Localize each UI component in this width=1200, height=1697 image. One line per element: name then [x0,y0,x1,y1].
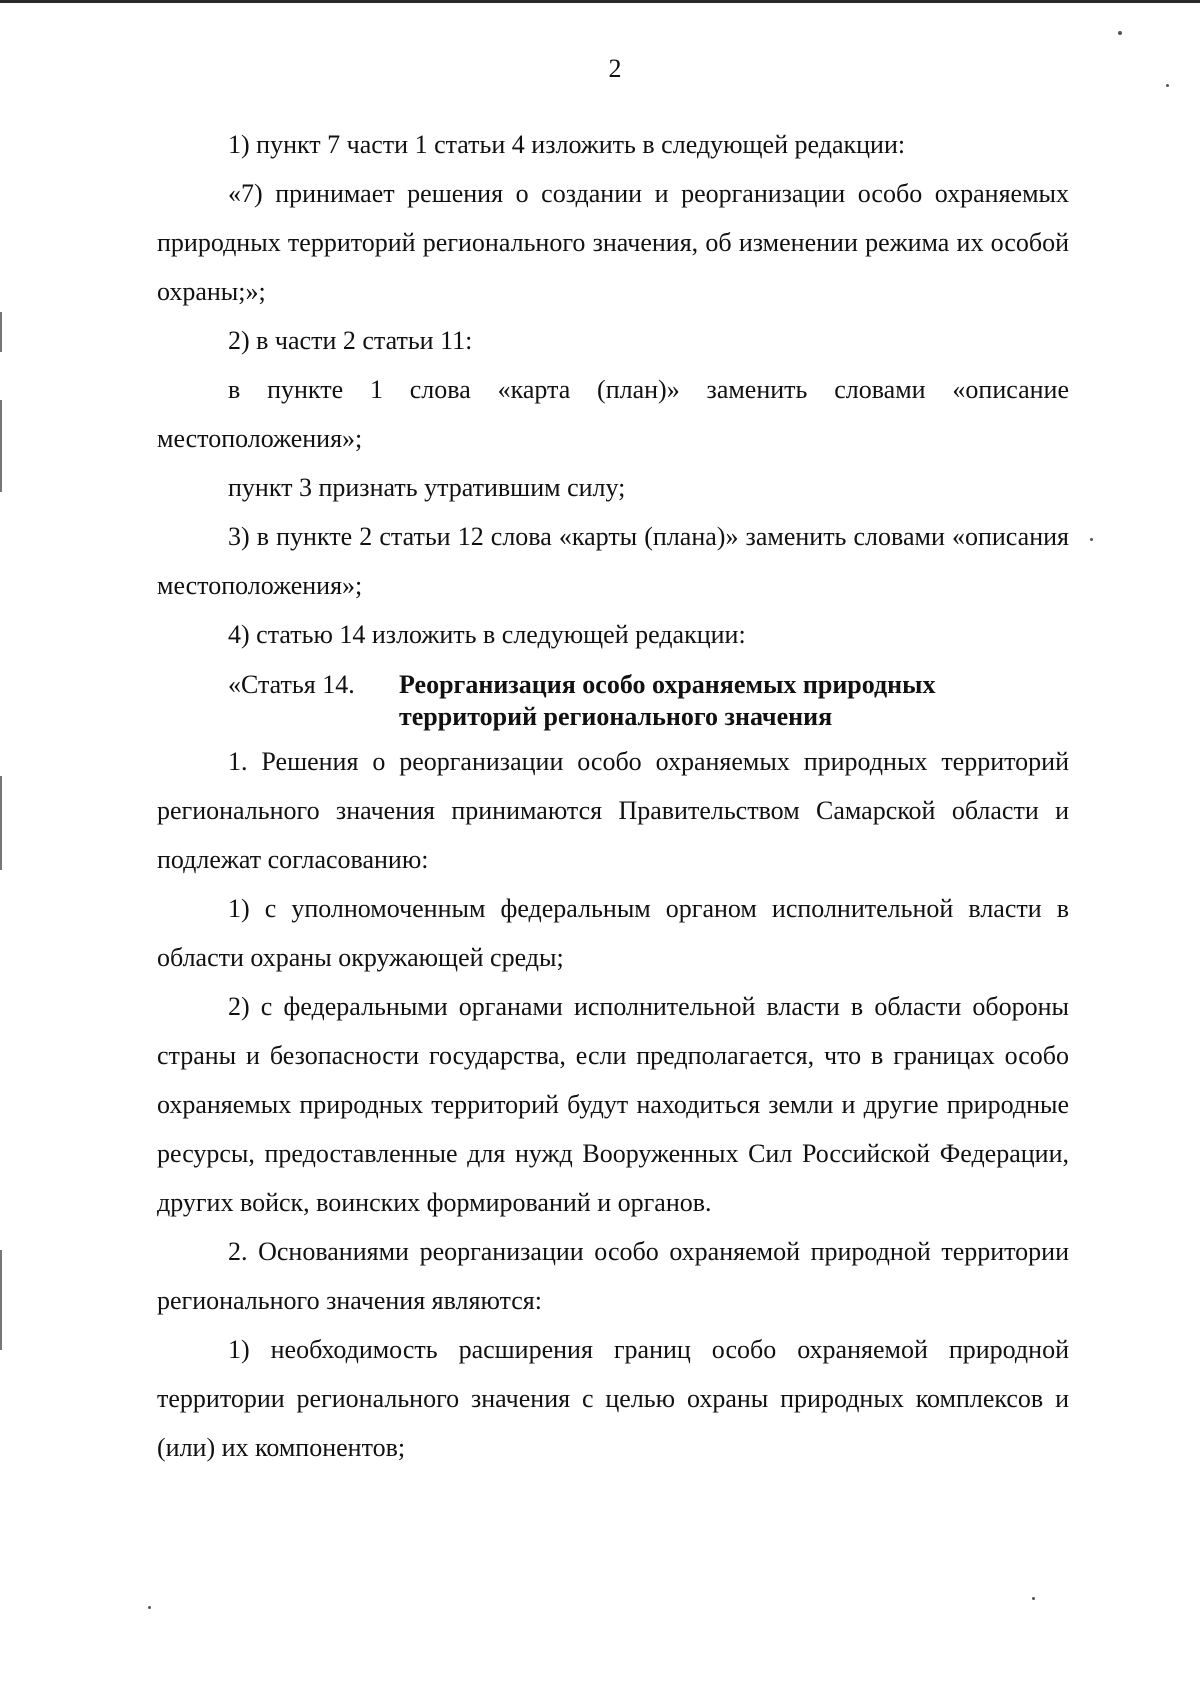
scan-speck [1118,31,1122,35]
paragraph: «7) принимает решения о создании и реорганизации особо охраняемых природных территорий регионального значения, об изменении режима их особой охраны;»; [157,179,1069,306]
paragraph: пункт 3 признать утратившим силу; [228,473,626,502]
paragraph: 2) с федеральными органами исполнительной власти в области обороны страны и безопасности государства, если предполагается, что в границах особо охраняемых природных территорий будут находиться земли и другие природные ресурсы, предоставленные для нужд Вооруженных Сил Российской Федерации, других войск, воинских формирований и органов. [157,992,1069,1217]
article-title-line: Реорганизация особо охраняемых природных [399,670,936,699]
paragraph: 4) статью 14 изложить в следующей редакции: [228,620,746,649]
paragraph: в пункте 1 слова «карта (план)» заменить словами «описание местоположения»; [157,375,1069,453]
paragraph: 1) необходимость расширения границ особо охраняемой природной территории регионального значения с целью охраны природных комплексов и (или) их компонентов; [157,1335,1069,1462]
paragraph: 1. Решения о реорганизации особо охраняемых природных территорий регионального значения принимаются Правительством Самарской области и подлежат согласованию: [157,747,1069,874]
paragraph: 2) в части 2 статьи 11: [228,326,473,355]
scan-speck [1166,84,1169,87]
scan-speck [148,1606,151,1609]
scan-left-mark [0,1250,2,1350]
page-number: 2 [608,54,622,83]
scan-speck [1032,1597,1035,1600]
paragraph: 1) с уполномоченным федеральным органом исполнительной власти в области охраны окружающей среды; [157,894,1069,972]
scan-top-edge [0,0,1200,3]
scan-left-mark [0,312,2,352]
document-body [157,120,1069,1472]
paragraph: 2. Основаниями реорганизации особо охраняемой природной территории регионального значения являются: [157,1237,1069,1315]
scan-left-mark [0,776,2,870]
scan-speck [1090,538,1093,541]
paragraph: 1) пункт 7 части 1 статьи 4 изложить в следующей редакции: [228,130,906,159]
article-title-line: территорий регионального значения [399,702,833,731]
scan-left-mark [0,400,2,492]
article-title [399,669,1079,733]
paragraph: 3) в пункте 2 статьи 12 слова «карты (плана)» заменить словами «описания местоположения»; [157,522,1069,600]
article-label: «Статья 14. [228,670,355,699]
article-heading [228,659,1069,737]
